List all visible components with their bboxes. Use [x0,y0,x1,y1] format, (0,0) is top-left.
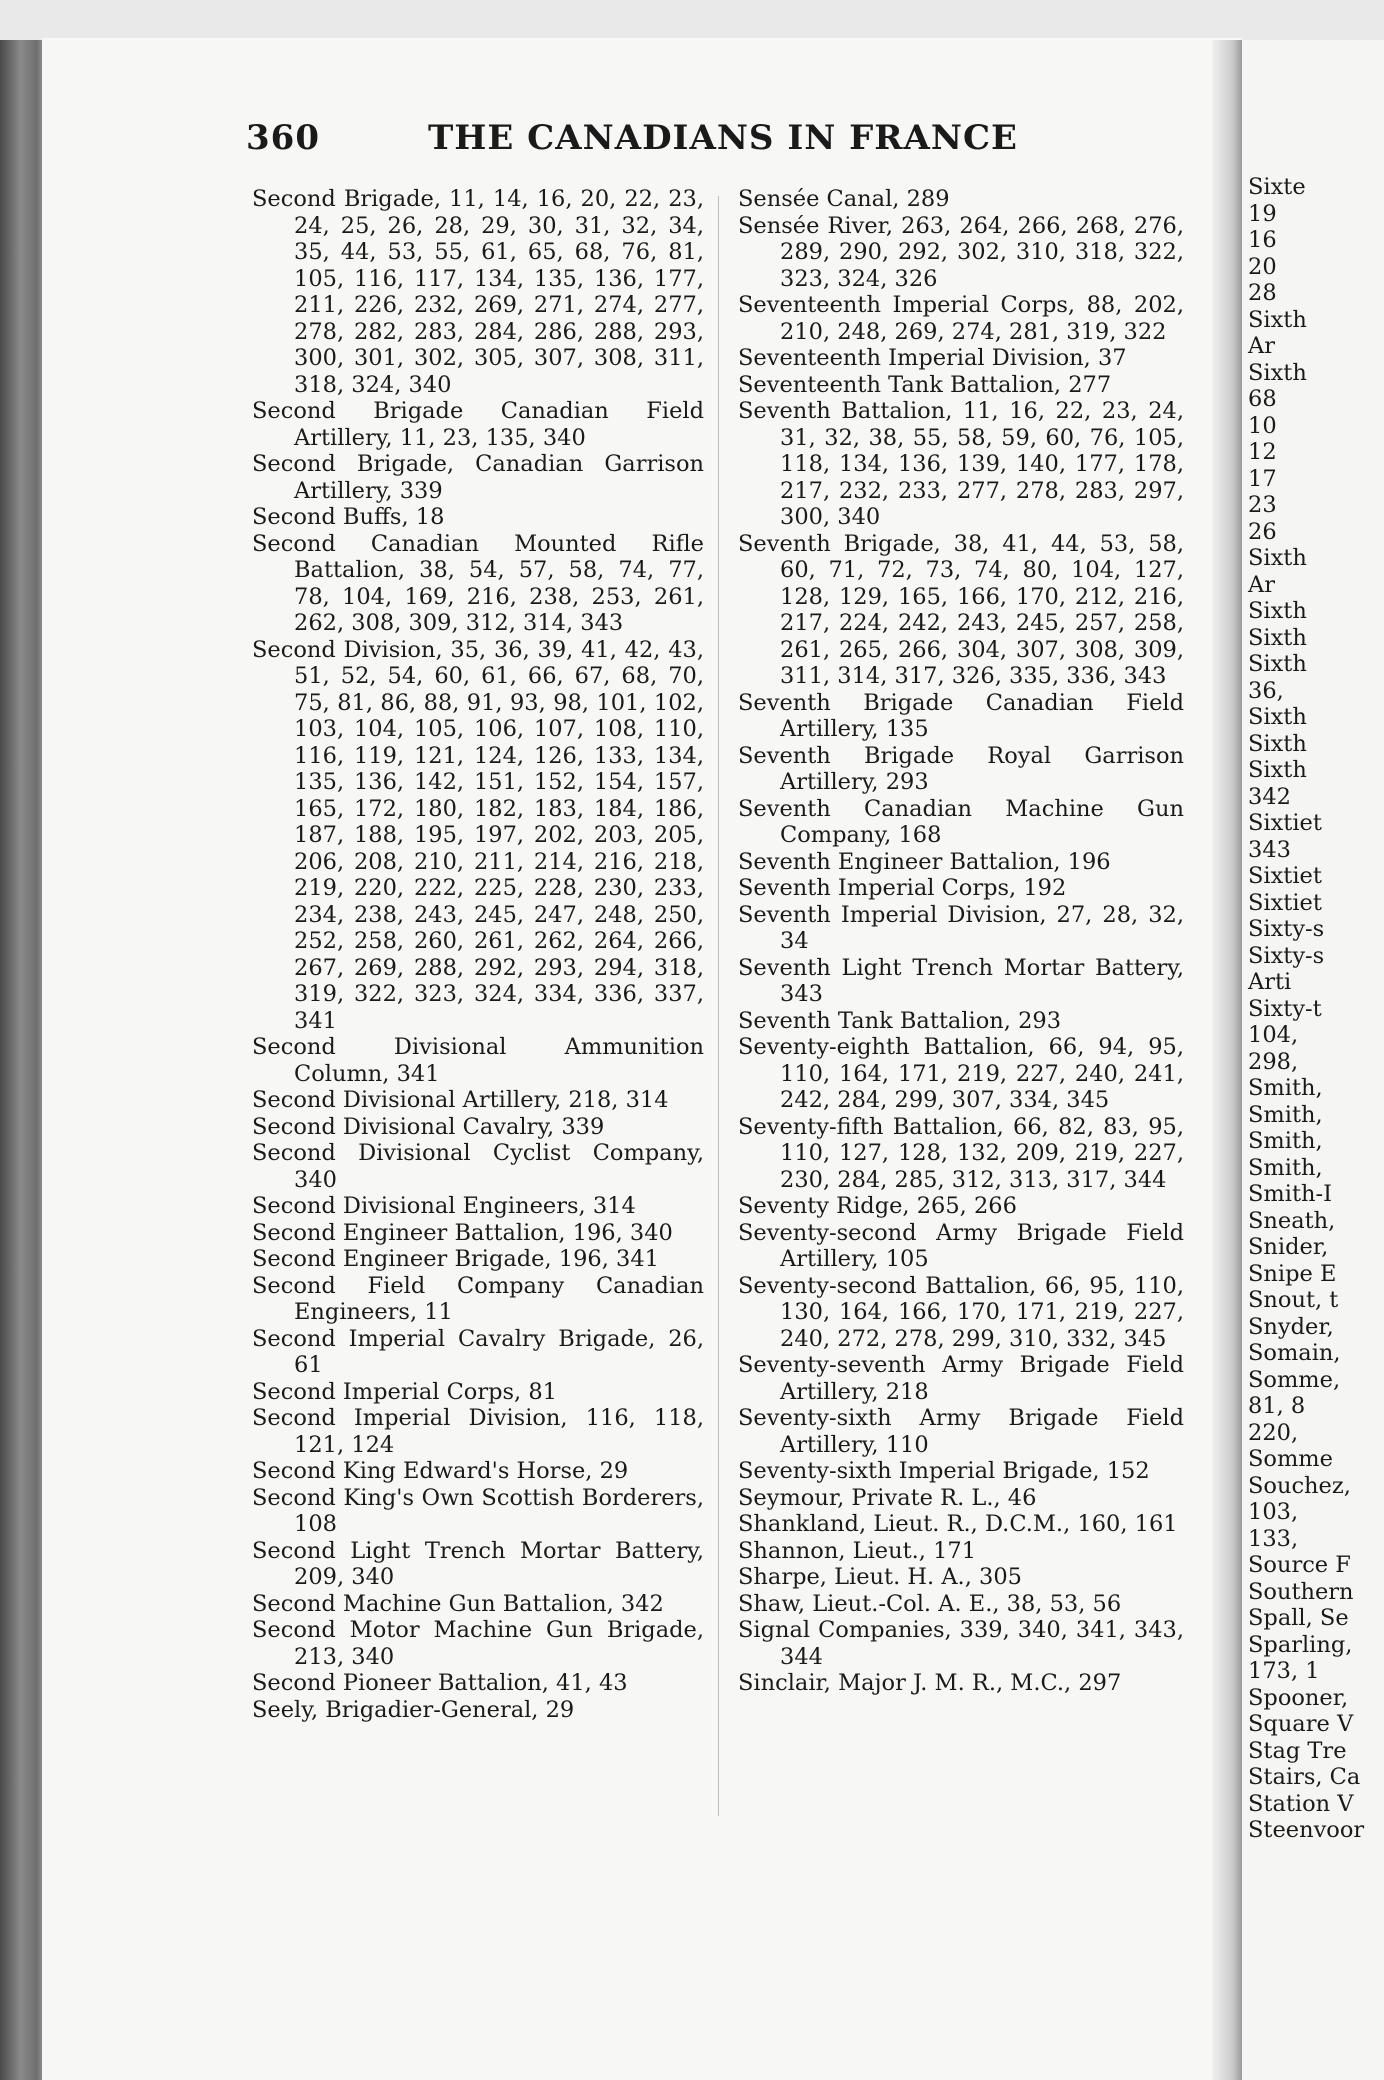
index-entry: Seventh Brigade Canadian Field Artillery, 135 [738,689,1184,742]
index-entry: Seventy Ridge, 265, 266 [738,1193,1017,1219]
facing-page-line: Snout, t [1248,1287,1339,1313]
index-entry: Seventy-sixth Imperial Brigade, 152 [738,1458,1150,1484]
facing-page-line: Station V [1248,1790,1354,1817]
facing-page-line: 104, [1248,1022,1299,1048]
facing-page-line: Smith-I [1248,1181,1332,1207]
facing-page-line: Ar [1248,571,1276,598]
facing-page-line: Sixth [1248,359,1307,386]
facing-page-line: Snipe E [1248,1260,1337,1287]
index-entry: Second Divisional Cyclist Company, 340 [252,1140,704,1193]
facing-page-line: 342 [1248,783,1291,810]
facing-page-line: Sixth [1248,757,1307,783]
facing-page-line: Snider, [1248,1234,1329,1260]
facing-page-line: 12 [1248,439,1277,465]
index-entry: Second Brigade Canadian Field Artillery, 11, 23, 135, 340 [252,398,704,451]
index-entry: Seventy-sixth Army Brigade Field Artillery, 110 [738,1405,1184,1458]
facing-page-line: 10 [1248,412,1277,439]
facing-page-line: Sixty-s [1248,916,1325,942]
facing-page-line: 343 [1248,836,1291,863]
facing-page-line: 17 [1248,465,1277,492]
index-entry: Second Brigade, 11, 14, 16, 20, 22, 23, 24, 25, 26, 28, 29, 30, 31, 32, 34, 35, 44, 53, 55, 61, 65, 68, 76, 81, 105, 116, 117, 134, 135, 136, 177, 211, 226, 232, 269, 271, 274, 277, 278, 282, 283, 284, 286, 288, 293, 300, 301, 302, 305, 307, 308, 311, 318, 324, 340 [252,186,704,398]
facing-page-line: 68 [1248,386,1277,412]
facing-page-line: 26 [1248,518,1277,545]
facing-page-line: Sixte [1248,174,1306,200]
facing-page-line: 23 [1248,492,1277,518]
index-entry: Seventh Brigade, 38, 41, 44, 53, 58, 60, 71, 72, 73, 74, 80, 104, 127, 128, 129, 165, 166, 170, 212, 216, 217, 224, 242, 243, 245, 257, 258, 261, 265, 266, 304, 307, 308, 309, 311, 314, 317, 326, 335, 336, 343 [738,530,1184,689]
column-divider [718,196,719,1816]
facing-page-edge [1242,40,1384,2080]
index-entry: Second King Edward's Horse, 29 [252,1458,629,1484]
facing-page-line: 133, [1248,1525,1299,1552]
index-entry: Seventh Engineer Battalion, 196 [738,848,1111,875]
facing-page-line: 36, [1248,677,1284,704]
index-entry: Sharpe, Lieut. H. A., 305 [738,1564,1022,1590]
index-entry: Shankland, Lieut. R., D.C.M., 160, 161 [738,1511,1178,1537]
index-column-left [252,186,704,1723]
page-number: 360 [246,118,320,158]
facing-page-line: Square V [1248,1711,1354,1737]
facing-page-line: Sixth [1248,651,1307,677]
facing-page-line: 173, 1 [1248,1658,1320,1684]
facing-page-line: Sixth [1248,704,1307,730]
index-entry: Signal Companies, 339, 340, 341, 343, 344 [738,1617,1184,1670]
index-entry: Second Divisional Artillery, 218, 314 [252,1087,669,1113]
facing-page-line: Somme [1248,1446,1333,1472]
facing-page-line: Sixtiet [1248,810,1322,836]
facing-page-line: Stairs, Ca [1248,1764,1361,1790]
facing-page-fragments [1248,174,1364,1844]
facing-page-line: 220, [1248,1419,1299,1446]
facing-page-line: Ar [1248,333,1276,359]
facing-page-line: Smith, [1248,1154,1323,1181]
index-entry: Seventh Tank Battalion, 293 [738,1007,1062,1034]
index-entry: Seventy-second Battalion, 66, 95, 110, 130, 164, 166, 170, 171, 219, 227, 240, 272, 278, 299, 310, 332, 345 [738,1272,1184,1352]
facing-page-line: Southern [1248,1578,1354,1605]
index-entry: Second Brigade, Canadian Garrison Artillery, 339 [252,451,704,504]
index-entry: Seventeenth Tank Battalion, 277 [738,371,1112,398]
index-entry: Second Buffs, 18 [252,504,445,530]
index-entry: Second Machine Gun Battalion, 342 [252,1590,664,1617]
facing-page-line: Sixty-t [1248,995,1322,1022]
facing-page-line: Somme, [1248,1366,1341,1393]
index-entry: Seventh Canadian Machine Gun Company, 168 [738,795,1184,848]
book-gutter [1212,40,1242,2080]
index-entry: Seventeenth Imperial Division, 37 [738,345,1127,371]
index-entry: Second Imperial Corps, 81 [252,1378,557,1405]
facing-page-line: Sixth [1248,306,1307,333]
facing-page-line: Souchez, [1248,1472,1351,1499]
index-entry: Second Engineer Brigade, 196, 341 [252,1246,659,1272]
facing-page-line: Sixtiet [1248,889,1322,916]
index-entry: Second Divisional Ammunition Column, 341 [252,1034,704,1087]
index-entry: Seventh Imperial Division, 27, 28, 32, 34 [738,901,1184,954]
index-entry: Second Canadian Mounted Rifle Battalion, 38, 54, 57, 58, 74, 77, 78, 104, 169, 216, 238, 253, 261, 262, 308, 309, 312, 314, 343 [252,530,704,636]
facing-page-line: Sixth [1248,545,1307,571]
facing-page-line: 20 [1248,253,1277,280]
facing-page-line: Sixth [1248,598,1307,624]
index-entry: Sensée River, 263, 264, 266, 268, 276, 289, 290, 292, 302, 310, 318, 322, 323, 324, 326 [738,212,1184,292]
index-entry: Seventh Light Trench Mortar Battery, 343 [738,954,1184,1007]
index-entry: Seely, Brigadier-General, 29 [252,1696,575,1723]
facing-page-line: Smith, [1248,1101,1323,1128]
facing-page-line: Steenvoor [1248,1817,1365,1843]
index-entry: Second Divisional Engineers, 314 [252,1193,636,1219]
facing-page-line: 81, 8 [1248,1393,1306,1419]
index-entry: Shaw, Lieut.-Col. A. E., 38, 53, 56 [738,1590,1122,1617]
facing-page-line: Stag Tre [1248,1737,1347,1764]
facing-page-line: Sixth [1248,730,1307,757]
index-entry: Seventy-seventh Army Brigade Field Artillery, 218 [738,1352,1184,1405]
facing-page-line: Sixtiet [1248,863,1322,889]
index-entry: Second Motor Machine Gun Brigade, 213, 340 [252,1617,704,1670]
index-entry: Second Imperial Cavalry Brigade, 26, 61 [252,1325,704,1378]
index-entry: Sensée Canal, 289 [738,186,950,212]
index-entry: Seventy-second Army Brigade Field Artillery, 105 [738,1219,1184,1272]
index-entry: Second Imperial Division, 116, 118, 121, 124 [252,1405,704,1458]
facing-page-line: Smith, [1248,1075,1323,1101]
facing-page-line: 16 [1248,227,1277,253]
index-entry: Seymour, Private R. L., 46 [738,1484,1037,1511]
index-entry: Second Field Company Canadian Engineers, 11 [252,1272,704,1325]
facing-page-line: Sneath, [1248,1207,1336,1234]
facing-page-line: Sixty-s [1248,942,1325,969]
facing-page-line: Somain, [1248,1340,1341,1366]
facing-page-line: 103, [1248,1499,1299,1525]
index-entry: Seventeenth Imperial Corps, 88, 202, 210, 248, 269, 274, 281, 319, 322 [738,292,1184,345]
facing-page-line: 19 [1248,200,1277,227]
index-entry: Second Division, 35, 36, 39, 41, 42, 43, 51, 52, 54, 60, 61, 66, 67, 68, 70, 75, 81, 86, 88, 91, 93, 98, 101, 102, 103, 104, 105, 106, 107, 108, 110, 116, 119, 121, 124, 126, 133, 134, 135, 136, 142, 151, 152, 154, 157, 165, 172, 180, 182, 183, 184, 186, 187, 188, 195, 197, 202, 203, 205, 206, 208, 210, 211, 214, 216, 218, 219, 220, 222, 225, 228, 230, 233, 234, 238, 243, 245, 247, 248, 250, 252, 258, 260, 261, 262, 264, 266, 267, 269, 288, 292, 293, 294, 318, 319, 322, 323, 324, 334, 336, 337, 341 [252,636,704,1034]
facing-page-line: Spall, Se [1248,1605,1349,1631]
index-entry: Seventy-fifth Battalion, 66, 82, 83, 95, 110, 127, 128, 132, 209, 219, 227, 230, 284, 285, 312, 313, 317, 344 [738,1113,1184,1193]
facing-page-line: Spooner, [1248,1684,1349,1711]
index-entry: Second Pioneer Battalion, 41, 43 [252,1670,628,1696]
facing-page-line: Snyder, [1248,1313,1334,1340]
index-entry: Seventh Battalion, 11, 16, 22, 23, 24, 31, 32, 38, 55, 58, 59, 60, 76, 105, 118, 134, 136, 139, 140, 177, 178, 217, 232, 233, 277, 278, 283, 297, 300, 340 [738,398,1184,530]
index-entry: Sinclair, Major J. M. R., M.C., 297 [738,1670,1122,1696]
index-entry: Second King's Own Scottish Borderers, 108 [252,1484,704,1537]
facing-page-line: Sixth [1248,624,1307,651]
facing-page-line: 28 [1248,280,1277,306]
facing-page-line: Sparling, [1248,1631,1353,1658]
index-entry: Second Light Trench Mortar Battery, 209, 340 [252,1537,704,1590]
facing-page-line: Arti [1248,969,1292,995]
index-entry: Shannon, Lieut., 171 [738,1537,977,1564]
index-entry: Seventy-eighth Battalion, 66, 94, 95, 110, 164, 171, 219, 227, 240, 241, 242, 284, 299, 307, 334, 345 [738,1034,1184,1113]
index-column-right [738,186,1184,1697]
facing-page-line: 298, [1248,1048,1299,1075]
facing-page-line: Smith, [1248,1128,1323,1154]
index-entry: Seventh Brigade Royal Garrison Artillery, 293 [738,742,1184,795]
index-entry: Second Divisional Cavalry, 339 [252,1113,605,1140]
running-title: THE CANADIANS IN FRANCE [428,118,1018,158]
facing-page-line: Source F [1248,1552,1351,1578]
index-entry: Seventh Imperial Corps, 192 [738,875,1067,901]
index-entry: Second Engineer Battalion, 196, 340 [252,1219,673,1246]
